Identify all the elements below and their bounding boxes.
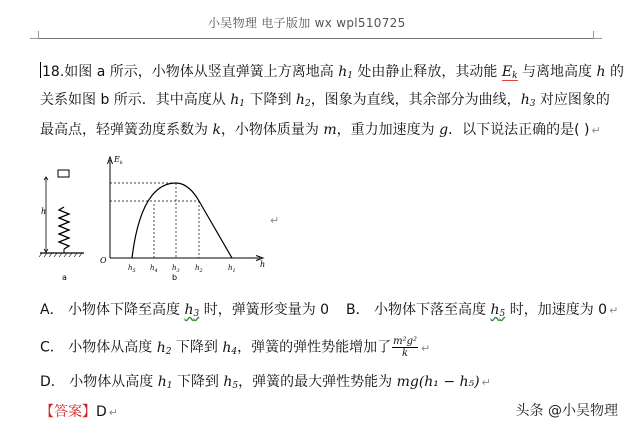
paragraph-mark-icon: ↵ [108, 406, 118, 419]
tick-labels [128, 264, 236, 274]
var-h3: $h_3$ [184, 302, 200, 319]
option-c-text: ，弹簧的弹性势能增加了 [237, 339, 392, 356]
option-d-text: D． 小物体从高度 [40, 374, 158, 390]
header-rule [38, 38, 593, 39]
question-line-1[interactable] [40, 62, 624, 86]
page-header [0, 8, 636, 34]
header-text: 小吴物理 电子版加 wx wpl510725 [208, 16, 406, 30]
fig-a-h-label: h [41, 207, 47, 216]
text-run: ，小物体质量为 [220, 122, 324, 138]
option-a-b[interactable] [40, 300, 618, 324]
var-h5: $h_5$ [490, 302, 506, 319]
text-run: 最高点，轻弹簧劲度系数为 [40, 122, 213, 138]
figure-b-graph [100, 155, 265, 282]
option-d-text: 下降到 [172, 374, 224, 390]
text-run: ，图象为直线，其余部分为曲线， [310, 92, 521, 108]
question-line-2[interactable] [40, 90, 610, 114]
option-c-text: 下降到 [171, 339, 223, 356]
var-h: h [596, 64, 606, 80]
option-a-text: A． 小物体下降至高度 [40, 302, 185, 318]
fig-a-label: a [62, 273, 67, 282]
var-g: g [439, 122, 449, 138]
figure-ab [36, 150, 276, 290]
option-a-text: 时，弹簧形变量为 0 [199, 302, 330, 318]
answer-label: 【答案】 [40, 404, 96, 420]
paragraph-mark-icon: ↵ [609, 304, 619, 317]
text-run: 的 [605, 64, 624, 80]
option-c-text: C． 小物体从高度 [40, 339, 157, 356]
text-cursor [40, 62, 41, 78]
text-run: 关系如图 b 所示．其中高度从 [40, 92, 231, 108]
spring-icon [59, 207, 69, 249]
paragraph-mark-icon: ↵ [481, 376, 491, 389]
text-run: ．以下说法正确的是( ) [448, 122, 590, 138]
ground-hatch [39, 253, 82, 257]
margin-corner-left-h [30, 38, 38, 39]
tick-h2: $h_2$ [195, 264, 203, 274]
var-h2: $h_2$ [295, 92, 311, 109]
paragraph-mark-icon: ↵ [270, 214, 280, 227]
var-h2: $h_2$ [156, 339, 172, 357]
fig-b-origin: O [100, 256, 107, 265]
small-object [58, 170, 69, 177]
var-h5: $h_5$ [223, 374, 239, 391]
text-run: 如图 a 所示，小物体从竖直弹簧上方离地高 [64, 64, 339, 80]
var-h3: $h_3$ [520, 92, 536, 109]
question-number: 18. [42, 64, 65, 80]
figure-a-spring-setup [39, 170, 84, 282]
fig-b-label: b [172, 273, 178, 282]
option-c[interactable] [40, 336, 430, 362]
answer-value: D [96, 404, 107, 420]
tick-h4: $h_4$ [150, 264, 158, 274]
option-b-text: 时，加速度为 0 [505, 302, 608, 318]
fig-b-xlabel: h [260, 260, 266, 269]
text-run: 处由静止释放，其动能 [352, 64, 502, 80]
curve-segment [132, 183, 199, 258]
text-run: 下降到 [245, 92, 296, 108]
tick-h5: $h_5$ [128, 264, 136, 274]
question-line-3[interactable] [40, 120, 601, 141]
paragraph-mark-icon: ↵ [421, 341, 431, 355]
line-segment [199, 201, 232, 258]
option-d-expression: mg(h₁ − h₅) [396, 374, 480, 390]
var-h1: $h_1$ [230, 92, 246, 109]
margin-corner-right-h [594, 38, 602, 39]
option-d[interactable] [40, 372, 491, 396]
var-h4: $h_4$ [222, 339, 238, 357]
option-d-text: ，弹簧的最大弹性势能为 [238, 374, 397, 390]
tick-h1: $h_1$ [228, 264, 236, 274]
fig-b-ylabel: $E_k$ [114, 155, 123, 166]
var-h1: $h_1$ [157, 374, 173, 391]
var-k: k [212, 122, 221, 138]
text-run: 对应图象的 [535, 92, 610, 108]
watermark: 头条 @小吴物理 [512, 398, 622, 422]
text-run: ，重力加速度为 [336, 122, 440, 138]
var-ek: $E_k$ [501, 64, 518, 81]
var-m: m [323, 122, 337, 138]
answer-line[interactable] [40, 402, 118, 423]
fraction-m2g2-over-k: $\frac{\text{m²g²}}{k}$ [393, 336, 418, 359]
text-run: 与离地高度 [517, 64, 597, 80]
var-h1: $h_1$ [338, 64, 353, 81]
paragraph-mark-icon: ↵ [591, 124, 601, 137]
tick-h3: $h_3$ [172, 264, 180, 274]
option-b-text: B． 小物体下落至高度 [345, 302, 491, 318]
